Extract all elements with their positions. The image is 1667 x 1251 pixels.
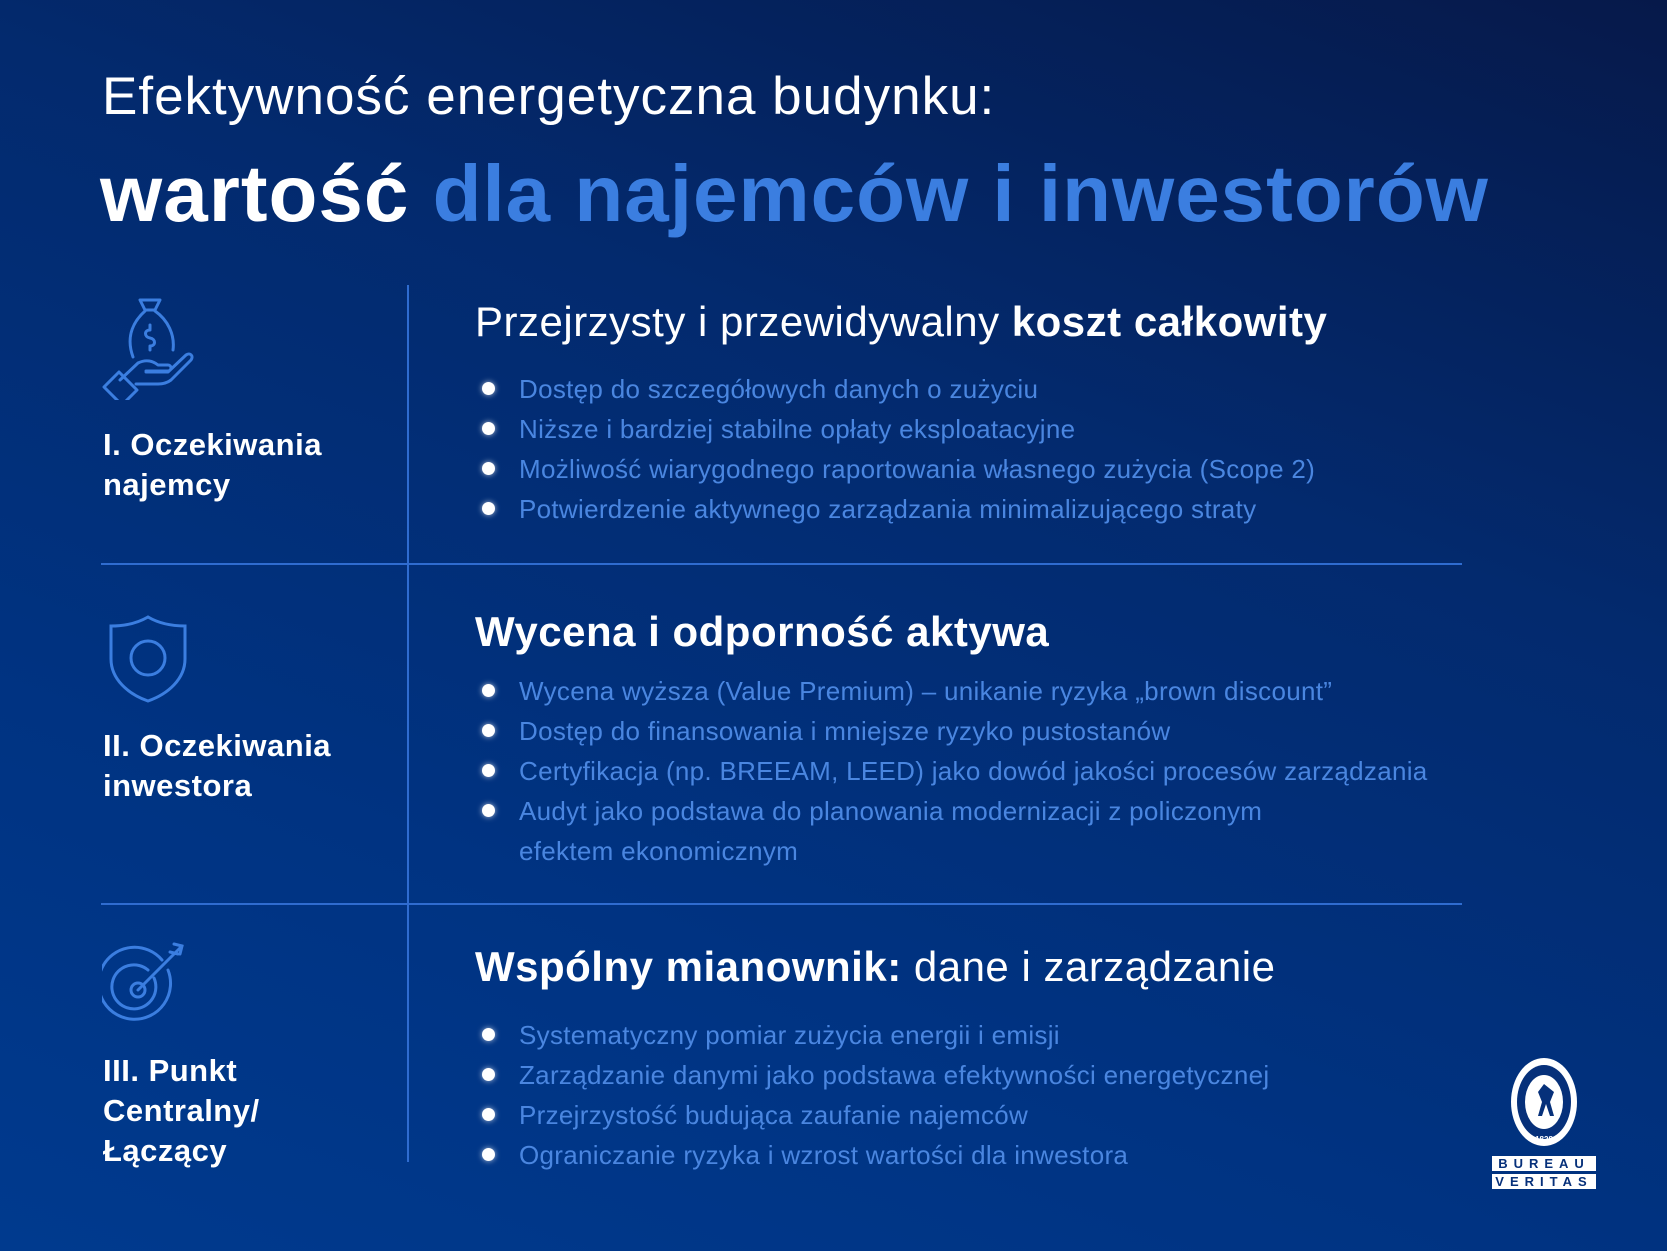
section-1-label: [103, 425, 322, 505]
label-line: I. Oczekiwania: [103, 427, 322, 462]
svg-text:1828: 1828: [1535, 1135, 1553, 1144]
section-1-heading: [475, 298, 1327, 346]
title-accent: dla najemców i inwestorów: [432, 149, 1489, 238]
logo-word-1: BUREAU: [1492, 1156, 1596, 1171]
section-2-label: [103, 726, 331, 806]
list-item: Audyt jako podstawa do planowania modernizacji z policzonym efektem ekonomicznym: [480, 791, 1428, 871]
list-item: Możliwość wiarygodnego raportowania własnego zużycia (Scope 2): [480, 449, 1315, 489]
section-3-heading: [475, 943, 1275, 991]
label-line: II. Oczekiwania: [103, 728, 332, 763]
heading-regular: dane i zarządzanie: [901, 943, 1276, 990]
section-3-bullets: [480, 1015, 1269, 1175]
divider-2: [101, 903, 1462, 905]
list-item: Potwierdzenie aktywnego zarządzania minimalizującego straty: [480, 489, 1315, 529]
heading-regular: Przejrzysty i przewidywalny: [475, 298, 1012, 345]
list-item: Dostęp do finansowania i mniejsze ryzyko pustostanów: [480, 711, 1428, 751]
label-line: najemcy: [103, 467, 231, 502]
logo-word-2: VERITAS: [1492, 1174, 1596, 1189]
heading-bold: koszt całkowity: [1011, 298, 1328, 345]
list-item: Wycena wyższa (Value Premium) – unikanie ryzyka „brown discount”: [480, 671, 1428, 711]
title-line2: [100, 148, 1489, 240]
list-item: Zarządzanie danymi jako podstawa efektywności energetycznej: [480, 1055, 1269, 1095]
section-3-label: [103, 1051, 260, 1171]
money-bag-hand-icon: [100, 295, 196, 400]
label-line: inwestora: [103, 768, 253, 803]
heading-bold: Wspólny mianownik:: [475, 943, 902, 990]
target-icon: [102, 940, 192, 1030]
list-item: Niższe i bardziej stabilne opłaty eksploatacyjne: [480, 409, 1315, 449]
shield-icon: [108, 614, 188, 704]
label-line: III. Punkt: [103, 1053, 238, 1088]
label-line: Łączący: [103, 1133, 228, 1168]
bureau-veritas-logo: [1492, 1056, 1596, 1189]
vertical-divider: [407, 285, 409, 1162]
title-line1: Efektywność energetyczna budynku:: [102, 67, 996, 126]
list-item: Przejrzystość budująca zaufanie najemców: [480, 1095, 1269, 1135]
divider-1: [101, 563, 1462, 565]
list-item: Systematyczny pomiar zużycia energii i emisji: [480, 1015, 1269, 1055]
bureau-veritas-seal-icon: [1492, 1056, 1596, 1148]
list-item: Dostęp do szczegółowych danych o zużyciu: [480, 369, 1315, 409]
heading-bold: Wycena i odporność aktywa: [475, 608, 1050, 655]
title-white: wartość: [100, 149, 410, 238]
section-2-heading: [475, 608, 1049, 656]
label-line: Centralny/: [103, 1093, 260, 1128]
list-item: Ograniczanie ryzyka i wzrost wartości dla inwestora: [480, 1135, 1269, 1175]
section-1-bullets: [480, 369, 1315, 529]
section-2-bullets: [480, 671, 1428, 871]
list-item: Certyfikacja (np. BREEAM, LEED) jako dowód jakości procesów zarządzania: [480, 751, 1428, 791]
